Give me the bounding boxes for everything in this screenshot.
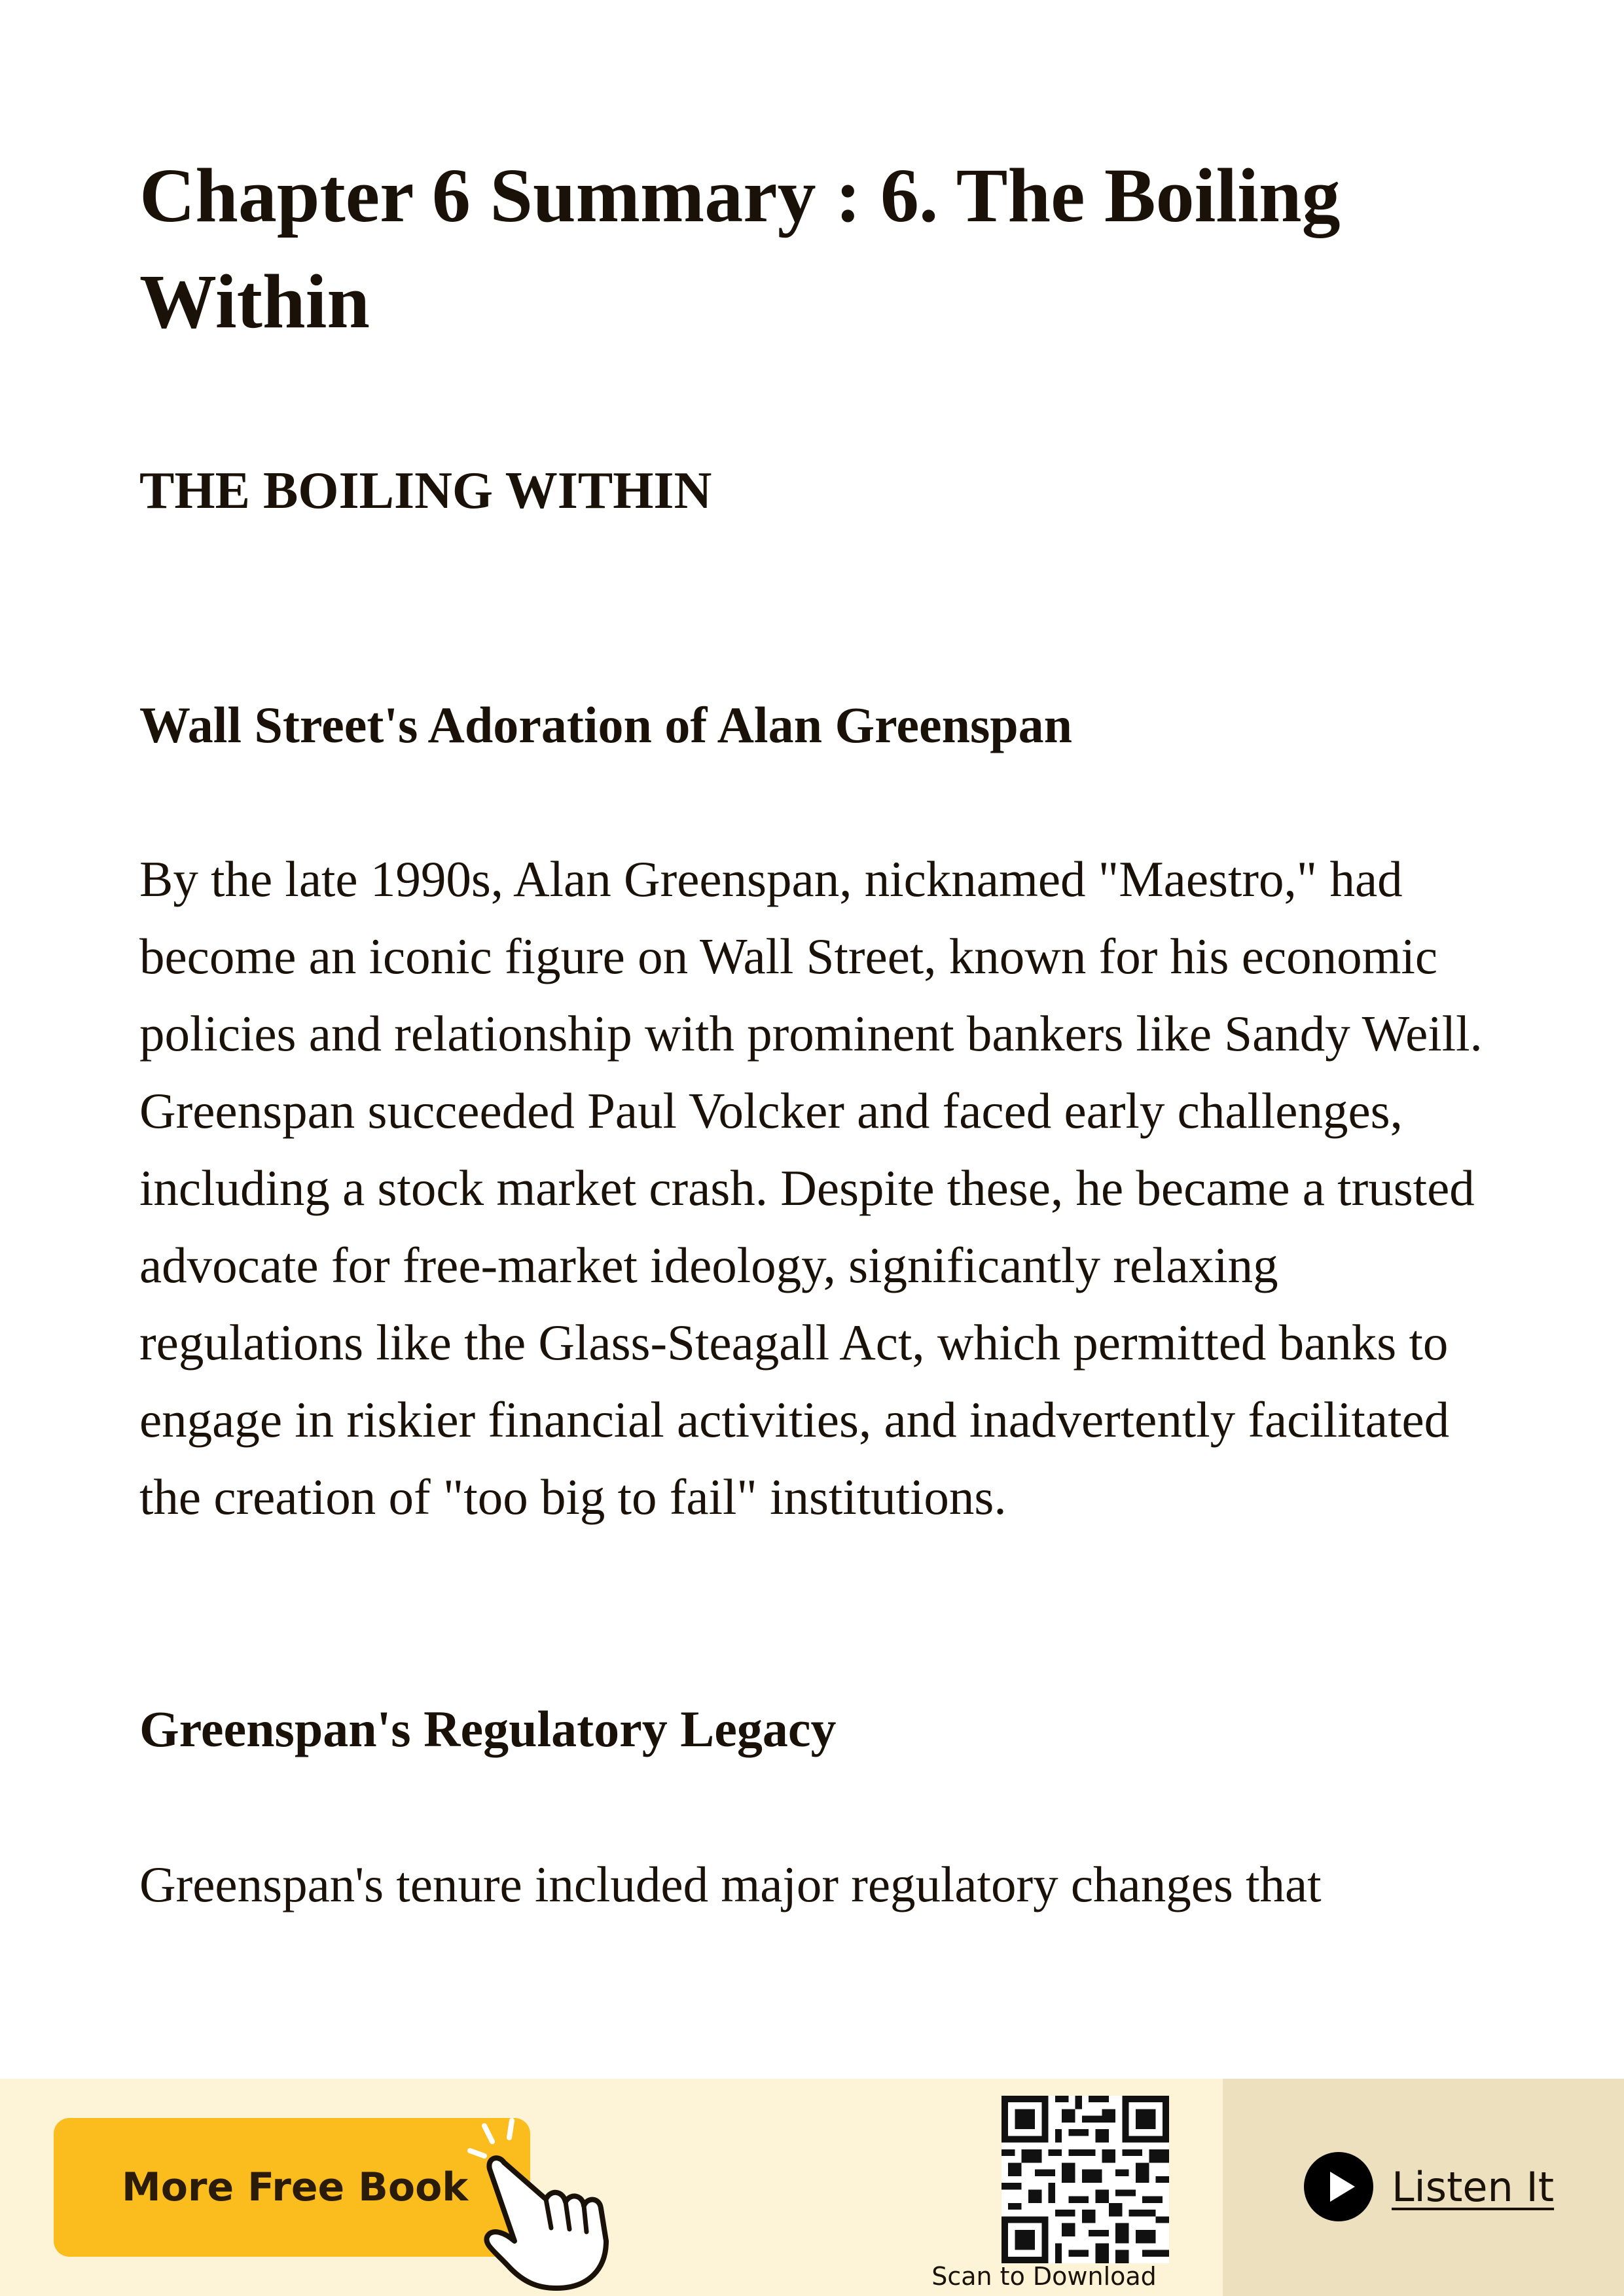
subsection-heading: Wall Street's Adoration of Alan Greenspan	[139, 696, 1073, 753]
chapter-title: Chapter 6 Summary : 6. The Boiling Within	[139, 152, 1341, 344]
play-icon	[1303, 2151, 1375, 2223]
section-heading: THE BOILING WITHIN	[139, 462, 712, 520]
paragraph: Greenspan's tenure included major regulatory changes that	[139, 1856, 1322, 1912]
scan-to-download-label: Scan to Download	[931, 2262, 1157, 2291]
paragraph: By the late 1990s, Alan Greenspan, nicknamed "Maestro," had become an iconic figure on Wall Street, known for his economic policies and relationship with prominent bankers like Sandy Weill. Greenspan succeeded Paul Volcker and faced early challenges, including a stock market crash. Despite these, he became a trusted advocate for free-market ideology, significantly relaxing regulations like the Glass-Steagall Act, which permitted banks to engage in riskier financial activities, and inadvertently facilitated the creation of "too big to fail" institutions.	[139, 851, 1483, 1525]
qr-code-icon[interactable]	[1001, 2096, 1169, 2263]
hand-pointer-icon	[458, 2117, 628, 2293]
listen-it-label: Listen It	[1392, 2162, 1555, 2211]
listen-it-button[interactable]	[1303, 2151, 1554, 2223]
subsection-heading: Greenspan's Regulatory Legacy	[139, 1700, 837, 1757]
more-free-book-label: More Free Book	[122, 2164, 469, 2210]
footer-bar	[0, 2079, 1624, 2296]
